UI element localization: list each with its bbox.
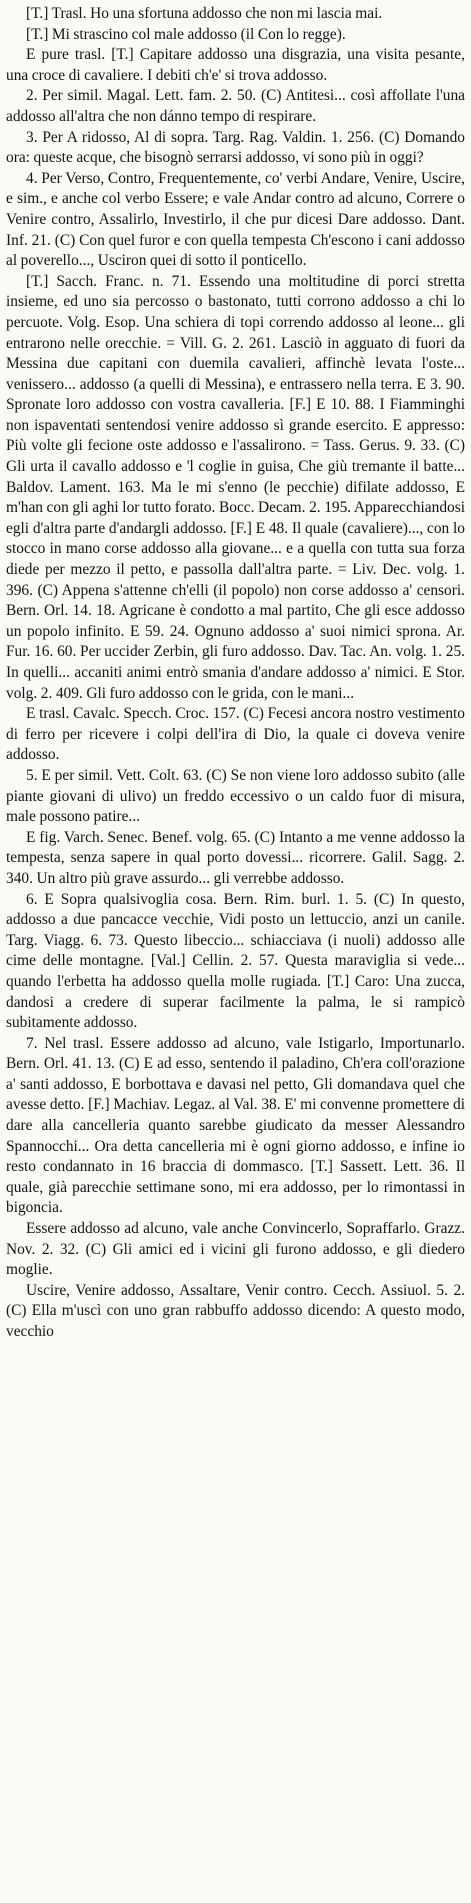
entry-paragraph: 5. E per simil. Vett. Colt. 63. (C) Se non viene loro addosso subito (alle piante giovani di ulivo) un freddo eccessivo o un caldo fuor di misura, male possono patire... <box>6 766 465 826</box>
entry-paragraph: 2. Per simil. Magal. Lett. fam. 2. 50. (C) Antitesi... così affollate l'una addosso all'altra che non dánno tempo di respirare. <box>6 87 465 125</box>
entry-paragraph: Essere addosso ad alcuno, vale anche Convincerlo, Sopraffarlo. Grazz. Nov. 2. 32. (C) Gli amici ed i vicini gli furono addosso, e gli diedero moglie. <box>6 1220 465 1279</box>
entry-paragraph: [T.] Trasl. Ho una sfortuna addosso che non mi lascia mai. <box>26 5 383 22</box>
entry-paragraph: 3. Per A ridosso, Al di sopra. Targ. Rag. Valdin. 1. 256. (C) Domando ora: queste acque, che bisognò serrarsi addosso, vi sono più in oggi? <box>6 128 465 167</box>
entry-paragraph: 4. Per Verso, Contro, Frequentemente, co' verbi Andare, Venire, Uscire, e sim., e anche col verbo Essere; e vale Andar contro ad alcuno, Correre o Venire contro, Assalirlo, Investirlo, il che pur dicesi Dare addosso. Dant. Inf. 21. (C) Con quel furor e con quella tempesta Ch'escono i cani addosso al poverello..., Usciron quei di sotto il ponticello. <box>6 169 465 270</box>
entry-paragraph: 6. E Sopra qualsivoglia cosa. Bern. Rim. burl. 1. 5. (C) In questo, addosso a due pancacce vecchie, Vidi posto un lettuccio, anzi un canile. Targ. Viagg. 6. 73. Questo libeccio... schiacciava (i nuoli) addosso alle cime delle montagne. [Val.] Cellin. 2. 57. Questa maraviglia si vede... quando l'erbetta ha addosso quella molle rugiada. [T.] Caro: Una zucca, dandosi a credere di superar facilmente la palma, le si rampicò subitamente addosso. <box>6 890 465 1032</box>
entry-paragraph: E fig. Varch. Senec. Benef. volg. 65. (C) Intanto a me venne addosso la tempesta, senza sapere in qual porto dovessi... ricorrere. Galil. Sagg. 2. 340. Un altro più grave assurdo... gli verrebbe addosso. <box>6 828 465 887</box>
entry-paragraph: [T.] Sacch. Franc. n. 71. Essendo una moltitudine di porci stretta insieme, ed uno sia percosso o bastonato, tutti corrono addosso a chi lo percuote. Volg. Esop. Una schiera di topi correndo addosso al leone... gli entrarono nelle orecchie. = Vill. G. 2. 261. Lasciò in agguato di fuori da Messina due capitani con duemila cavalieri, affinchè levata l'oste... venissero... addosso (a quelli di Messina), e entrassero nella terra. E 3. 90. Spronate loro addosso con vostra cavalleria. [F.] E 10. 88. I Fiamminghi non ispaventati sentendosi venire addosso sì grande esercito. E appresso: Più volte gli fecione oste addosso e l'assalirono. = Tass. Gerus. 9. 33. (C) Gli urta il cavallo addosso e 'l coglie in guisa, Che giù tremante il batte... Baldov. Lament. 163. Ma le mi s'enno (le pecchie) difilate addosso, E m'han con gli aghi lor tutto forato. Bocc. Decam. 2. 195. Apparecchiandosi egli d'altra parte d'andargli addosso. [F.] E 48. Il quale (cavaliere)..., con lo stocco in mano corse addosso alla giovane... e a quella con tutta sua forza diede per mezzo il petto, e passolla dall'altra parte. = Liv. Dec. volg. 1. 396. (C) Appena s'attenne ch'elli (il popolo) non corse addosso a' censori. Bern. Orl. 14. 18. Agricane è condotto a mal partito, Che gli esce addosso un popolo infinito. E 59. 24. Ognuno addosso a' suoi nimici sprona. Ar. Fur. 16. 60. Per uccider Zerbin, gli furo addosso. Dav. Tac. An. volg. 1. 25. In quelli... accaniti animi entrò smania d'andare addosso a' nimici. E Stor. volg. 2. 409. Gli furo addosso con le grida, con le mani... <box>6 272 465 702</box>
entry-paragraph: [T.] Mi strascino col male addosso (il Con lo regge). <box>26 25 346 43</box>
entry-paragraph: Uscire, Venire addosso, Assaltare, Venir contro. Cecch. Assiuol. 5. 2. (C) Ella m'uscì con uno gran rabbuffo addosso dicendo: A questo modo, vecchio <box>6 1281 465 1340</box>
entry-paragraph: E trasl. Cavalc. Specch. Croc. 157. (C) Fecesi ancora nostro vestimento di ferro per ricevere i colpi dell'ira di Dio, la quale ci doveva venire addosso. <box>6 705 465 764</box>
entry-paragraph: E pure trasl. [T.] Capitare addosso una disgrazia, una visita pesante, una croce di cavaliere. I debiti ch'e' si trova addosso. <box>6 46 465 84</box>
entry-paragraph: 7. Nel trasl. Essere addosso ad alcuno, vale Istigarlo, Importunarlo. Bern. Orl. 41. 13. (C) E ad esso, sentendo il paladino, Ch'era coll'orazione a' santi addosso, E borbottava e davasi nel petto, Gli domandava quel che avesse detto. [F.] Machiav. Legaz. al Val. 38. E' mi convenne promettere di dare alla cancelleria quanto sarebbe giudicato da messer Alessandro Spannocchi... Ora detta cancelleria mi è ogni giorno addosso, e infine io resto condannato in 16 braccia di dommasco. [T.] Sassett. Lett. 36. Il quale, già parecchie settimane sono, mi era addosso, per lo rimontassi in bigoncia. <box>6 1034 465 1217</box>
